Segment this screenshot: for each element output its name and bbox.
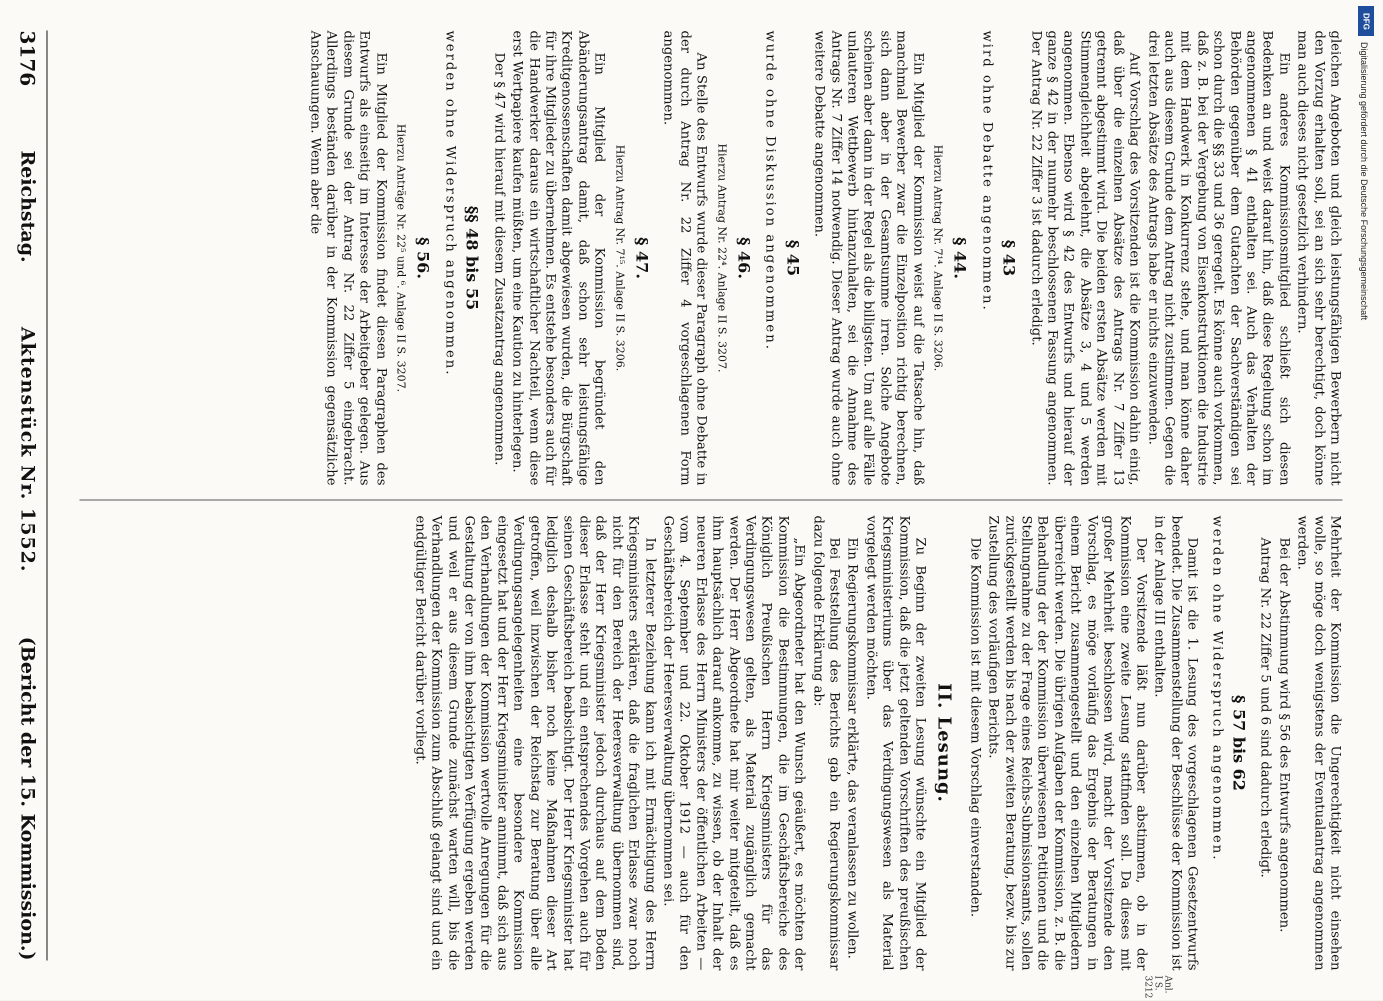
paragraph: Ein anderes Kommissionsmitglied schließt sich diesen Bedenken an und weist darauf hin, daß diese Regelung schon im angenommenen § 41 enthalten sei. Auch das Verhalten der Behörden gegenüber dem Gutachten der Sachverständigen sei schon durch die §§ 33 und 36 geregelt. Es könne auch vorkommen, daß z. B. bei der Vergebung von Eisenkonstruktionen die Industrie mit dem Handwerk in Konkurrenz stehe, und man könne daher auch aus diesem Grunde dem Antrag nicht zustimmen. Gegen die drei letzten Absätze des Antrags habe er nichts einzuwenden.	[1145, 30, 1292, 486]
left-column	[80, 31, 1343, 486]
page-header	[13, 31, 48, 961]
rotated-document-page	[0, 1, 1383, 1001]
header-left-title: Reichstag.	[16, 150, 39, 263]
section-result: wird ohne Debatte angenommen.	[979, 30, 995, 312]
section-reference: Hierzu Anträge Nr. 22⁵ und ⁶. Anlage II S. 3207.	[394, 123, 408, 393]
paragraph: Ein Regierungskommissar erklärte, das veranlassen zu wollen.	[844, 537, 860, 959]
section-heading-48-55: §§ 48 bis 55	[462, 205, 482, 311]
paragraph: Antrag Nr. 22 Ziffer 5 und 6 sind dadurch erledigt.	[1257, 537, 1273, 878]
paragraph: In letzterer Beziehung kann ich mit Ermächtigung des Herrn Kriegsministers erklären, daß die fraglichen Erlasse zwar noch nicht für den Bereich der Heeresverwaltung übernommen sind, daß der Herr Kriegsminister jedoch durchaus auf dem Boden dieser Erlasse steht und ein entsprechendes Vorgehen auch für seinen Geschäftsbereich beabsichtigt. Der Herr Kriegsminister hat lediglich deshalb bisher noch keine Maßnahmen dieser Art getroffen, weil inzwischen der Reichstag zur Beratung über alle Verdingungsangelegenheiten eine besondere Kommission eingesetzt hat und der Herr Kriegsminister annimmt, daß sich aus den Verhandlungen der Kommission wertvolle Anregungen für die Gestaltung der von ihm beabsichtigten Verfügung ergeben werden und weil er aus diesem Grunde zunächst warten will, bis die Verhandlungen der Kommission zum Abschluß gelangt sind und ein endgültiger Bericht darüber vorliegt.	[412, 515, 658, 971]
paragraph: Bei Feststellung des Berichts gab ein Regierungskommissar dazu folgende Erklärung ab:	[810, 515, 842, 971]
section-result: wurde ohne Diskussion angenommen.	[762, 30, 778, 351]
section-heading-46: § 46.	[734, 237, 754, 279]
paragraph: Ein Mitglied der Kommission begründet den Abänderungsantrag damit, daß schon sehr leistungsfähige Kreditgenossenschaften damit abgewiesen wurden, die Bürgschaft für ihre Mitglieder zu übernehmen. Es entstehe besonders auch für die Handwerker daraus ein wirtschaftlicher Nachteil, wenn diese erst Wertpapiere kaufen müßten, um eine Kaution zu hinterlegen.	[509, 30, 607, 486]
section-result: werden ohne Widerspruch angenommen.	[1209, 515, 1225, 862]
paragraph: Damit ist die 1. Lesung des vorgeschlagenen Gesetzentwurfs beendet. Die Zusammenstellung der Beschlüsse der Kommission ist in der Anlage III enthalten.	[1151, 515, 1200, 971]
right-column	[80, 516, 1343, 971]
header-right-title: (Bericht der 15. Kommission.)	[16, 636, 39, 961]
paragraph: Mehrheit der Kommission die Ungerechtigkeit nicht einsehen wolle, so möge doch wenigstens der Eventualantrag angenommen werden.	[1294, 515, 1343, 971]
section-reference: Hierzu Antrag Nr. 7¹⁵. Anlage II S. 3206.	[613, 144, 627, 372]
section-heading-57-62: § 57 bis 62	[1229, 695, 1249, 791]
margin-note: Anl. I S. 3212	[1142, 975, 1173, 999]
digitization-stamp	[1357, 6, 1375, 426]
dfg-logo: DFG	[1358, 6, 1374, 36]
section-result: werden ohne Widerspruch angenommen.	[442, 30, 458, 377]
paragraph: Der Vorsitzende läßt nun darüber abstimmen, ob in der Kommission eine zweite Lesung stattfinden soll. Da dieses mit großer Mehrheit beschlossen wird, macht der Vorsitzende den Vorschlag, es möge vorläufig das Ergebnis der Beratungen in einem Bericht zusammengestellt und den einzelnen Mitgliedern überreicht werden. Die übrigen Aufgaben der Kommission, z. B. die Behandlung der der Kommission überwiesenen Petitionen und die Stellungnahme zu der Frage eines Reichs-Submissionsamts, sollen zurückgestellt werden bis nach der zweiten Beratung, bezw. bis zur Zustellung des vorläufigen Berichts.	[985, 515, 1149, 971]
paragraph: Die Kommission ist mit diesem Vorschlag einverstanden.	[967, 537, 983, 918]
section-heading-47: § 47.	[632, 237, 652, 279]
paragraph: An Stelle des Entwurfs wurde dieser Paragraph ohne Debatte in der durch Antrag Nr. 22 Ziffer 4 vorgeschlagenen Form angenommen.	[660, 30, 709, 486]
paragraph: Ein Mitglied der Kommission weist auf die Tatsache hin, daß manchmal Bewerber zwar die Einzelposition richtig berechnen, sich dann aber in der Gesamtsumme irren. Solche Angebote scheinen aber dann in der Regel als die billigsten. Um auf alle Fälle unlauteren Wettbewerb hintanzuhalten, sei die Annahme des Antrags Nr. 7 Ziffer 14 notwendig. Dieser Antrag wurde auch ohne weitere Debatte angenommen.	[811, 30, 926, 486]
paragraph: „Ein Abgeordneter hat den Wunsch geäußert, es möchten der Kommission die Bestimmungen, die im Geschäftsbereiche des Königlich Preußischen Herrn Kriegsministers für das Verdingungswesen gelten, als Material zugänglich gemacht werden. Der Herr Abgeordnete hat mir weiter mitgeteilt, daß es ihm hauptsächlich darauf ankomme, zu wissen, ob der Inhalt der neueren Erlasse des Herrn Ministers der öffentlichen Arbeiten — vom 4. September und 22. Oktober 1912 — auch für den Geschäftsbereich der Heeresverwaltung übernommen sei.	[660, 515, 807, 971]
section-heading-43: § 43	[999, 239, 1019, 277]
section-reference: Hierzu Antrag Nr. 22⁴. Anlage II S. 3207.	[715, 143, 729, 373]
paragraph: gleichen Angeboten und gleich leistungsfähigen Bewerbern nicht den Vorzug erhalten soll, sei an sich sehr berechtigt, doch könne man auch dieses nicht gesetzlich verhindern.	[1294, 30, 1343, 486]
stamp-text: Digitalisierung gefördert durch die Deutsche Forschungsgemeinschaft	[1359, 42, 1369, 321]
paragraph: Der § 47 wird hierauf mit diesem Zusatzantrag angenommen.	[491, 52, 507, 466]
paragraph: Zu Beginn der zweiten Lesung wünschte ein Mitglied der Kommission, daß die jetzt geltenden Vorschriften des preußischen Kriegsministeriums über das Verdingungswesen als Material vorgelegt werden möchten.	[863, 515, 928, 971]
column-divider	[80, 500, 1343, 501]
section-heading-44: § 44.	[950, 237, 970, 279]
second-reading-heading: II. Lesung.	[933, 683, 955, 803]
section-reference: Hierzu Antrag Nr. 7¹⁴. Anlage II S. 3206.	[931, 144, 945, 372]
section-heading-56: § 56.	[414, 237, 433, 279]
paragraph: Auf Vorschlag des Vorsitzenden ist die Kommission dahin einig, daß über die einzelnen Absätze des Antrags Nr. 7 Ziffer 13 getrennt abgestimmt wird. Die beiden ersten Absätze werden mit Stimmengleichheit abgelehnt, die Absätze 3, 4 und 5 werden angenommen. Ebenso wird § 42 des Entwurfs und hierauf der ganze § 42 in der nunmehr beschlossenen Fassung angenommen. Der Antrag Nr. 22 Ziffer 3 ist dadurch erledigt.	[1028, 30, 1142, 486]
paragraph: Bei der Abstimmung wird § 56 des Entwurfs angenommen.	[1276, 537, 1292, 933]
paragraph: Ein Mitglied der Kommission findet diesen Paragraphen des Entwurfs als einseitig im Interesse der Arbeitgeber gelegen. Aus diesem Grunde sei der Antrag Nr. 22 Ziffer 5 eingebracht. Allerdings beständen darüber in der Kommission gegensätzliche Anschauungen. Wenn aber die	[307, 30, 389, 486]
header-center-title: Aktenstück Nr. 1552.	[16, 326, 39, 573]
page-number: 3176	[15, 30, 40, 87]
section-heading-45: § 45	[783, 239, 803, 277]
